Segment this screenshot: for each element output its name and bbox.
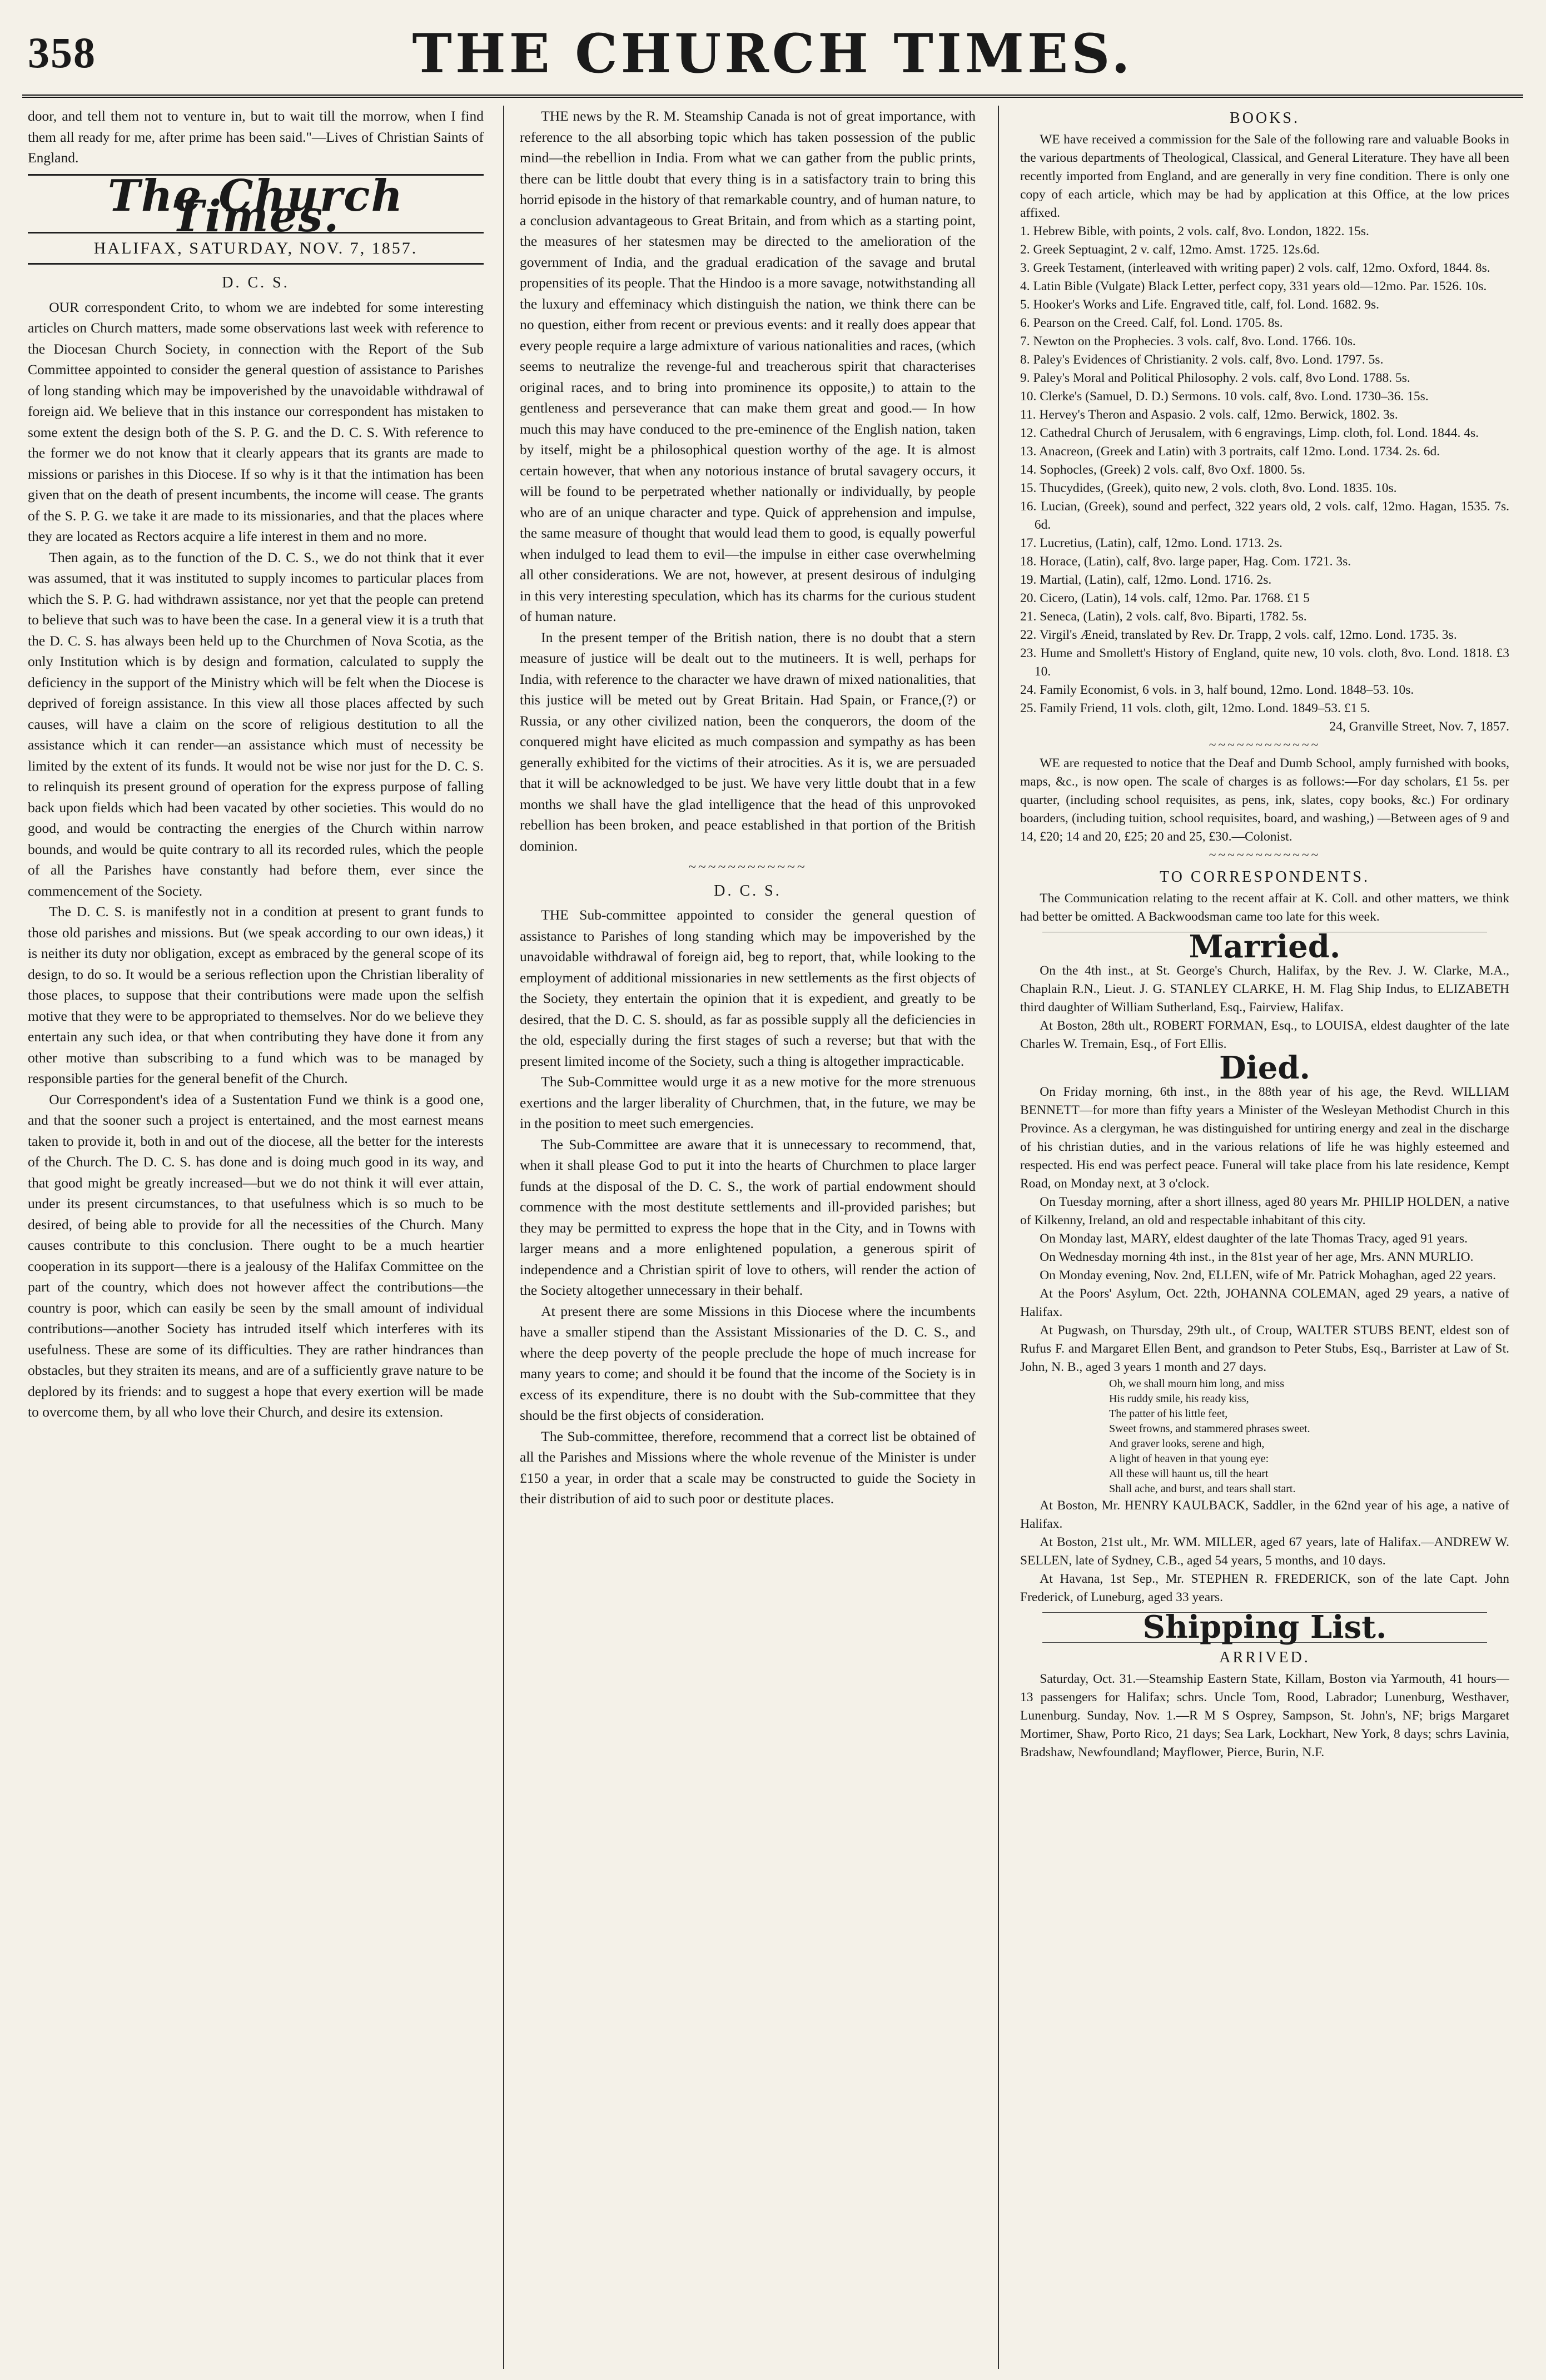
books-address: 24, Granville Street, Nov. 7, 1857. <box>1329 719 1509 734</box>
death-notice: On Friday morning, 6th inst., in the 88th year of his age, the Revd. WILLIAM BENNETT—for more than fifty years a Minister of the Wesleyan Methodist Church in this Province. As a clergyman, he was distinguished for untiring energy and zeal in the discharge of his christian duties, and in the various relations of life he was highly esteemed and respected. His end was perfect peace. Funeral will take place from his late residence, Kempt Road, on Monday next, at 3 o'clock. <box>1020 1085 1509 1191</box>
column-3 <box>1020 106 1509 2369</box>
arrived-heading: ARRIVED. <box>1219 1649 1310 1666</box>
poem <box>1020 1377 1509 1497</box>
newspaper-title: THE CHURCH TIMES. <box>412 22 1134 85</box>
book-entry: 3. Greek Testament, (interleaved with writing paper) 2 vols. calf, 12mo. Oxford, 1844. 8s. <box>1020 261 1490 275</box>
book-entry: 5. Hooker's Works and Life. Engraved title, calf, fol. Lond. 1682. 9s. <box>1020 297 1380 312</box>
book-entry: 12. Cathedral Church of Jerusalem, with 6 engravings, Limp. cloth, fol. Lond. 1844. 4s. <box>1020 426 1479 440</box>
book-entry: 1. Hebrew Bible, with points, 2 vols. calf, 8vo. London, 1822. 15s. <box>1020 224 1369 239</box>
death-notice: At Havana, 1st Sep., Mr. STEPHEN R. FREDERICK, son of the late Capt. John Frederick, of Luneburg, aged 33 years. <box>1020 1572 1509 1604</box>
book-entry: 21. Seneca, (Latin), 2 vols. calf, 8vo. Biparti, 1782. 5s. <box>1020 609 1307 624</box>
book-entry: 15. Thucydides, (Greek), quito new, 2 vols. cloth, 8vo. Lond. 1835. 10s. <box>1020 481 1397 495</box>
death-notice: At the Poors' Asylum, Oct. 22th, JOHANNA COLEMAN, aged 29 years, a native of Halifax. <box>1020 1286 1509 1319</box>
arrived-text: Saturday, Oct. 31.—Steamship Eastern State, Killam, Boston via Yarmouth, 41 hours—13 passengers for Halifax; schrs. Uncle Tom, Rood, Labrador; Lunenburg, Westhaver, Lunenburg. Sunday, Nov. 1.—R M S Osprey, Sampson, St. John's, NF; brigs Margaret Mortimer, Shaw, Porto Rico, 21 days; Sea Lark, Lockhart, New York, 8 days; schrs Lavinia, Bradshaw, Newfoundland; Mayflower, Pierce, Burin, N.F. <box>1020 1672 1509 1760</box>
ornament-divider: ~~~~~~~~~~~~ <box>688 858 807 875</box>
article-paragraph: The Sub-Committee would urge it as a new motive for the more strenuous exertions and the larger liberality of Churchmen, that, in the future, we may be in the position to meet such emergencies. <box>520 1074 976 1131</box>
page-number: 358 <box>28 28 96 77</box>
dateline: HALIFAX, SATURDAY, NOV. 7, 1857. <box>28 232 484 265</box>
article-paragraph: In the present temper of the British nation, there is no doubt that a stern measure of justice will be dealt out to the mutineers. It is well, perhaps for India, with reference to the character we have drawn of mixed nationalities, that this justice will be meted out by Great Britain. Had Spain, or France,(?) or Russia, or any other civilized nation, been the conquerors, the doom of the conquered might have elicited as much compassion and sympathy as has been generally exhibited for the victims of their atrocities. As it is, we are persuaded that it will be acknowledged to be just. We have very little doubt that in a few months we shall have the glad intelligence that the head of this unprovoked rebellion has been broken, and peace established in that portion of the British dominion. <box>520 629 976 854</box>
article-paragraph: Our Correspondent's idea of a Sustentation Fund we think is a good one, and that the sooner such a project is entertained, and the most earnest means taken to provide it, both in and out of the diocese, all the better for the interests of the Church. The D. C. S. has done and is doing much good in its way, and that good might be greatly increased—but we do not think it will ever attain, under its present circumstances, to that usefulness which is so much to be desired, of being able to provide for all the necessities of the Church. Many causes contribute to this conclusion. There ought to be a much heartier cooperation in its support—there is a jealousy of the Halifax Committee on the part of the country, which does not however affect the contributions—the country is poor, which can easily be seen by the small amount of individual contributions—another Society has intruded itself which interferes with its usefulness. These are some of its difficulties. They are rather hindrances than obstacles, but they straiten its means, and are of a sufficiently grave nature to be deplored by its friends: and to suggest a hope that every exertion will be made to overcome them, by all who love their Church, and desire its extension. <box>28 1091 484 1420</box>
poem-line: All these will haunt us, till the heart <box>1109 1468 1269 1480</box>
poem-line: Oh, we shall mourn him long, and miss <box>1109 1378 1284 1390</box>
book-entry: 4. Latin Bible (Vulgate) Black Letter, perfect copy, 331 years old—12mo. Par. 1526. 10s. <box>1020 279 1487 294</box>
book-entry: 9. Paley's Moral and Political Philosophy. 2 vols. calf, 8vo Lond. 1788. 5s. <box>1020 371 1410 385</box>
death-notice: At Boston, 21st ult., Mr. WM. MILLER, aged 67 years, late of Halifax.—ANDREW W. SELLEN, late of Sydney, C.B., aged 54 years, 5 months, and 10 days. <box>1020 1535 1509 1568</box>
book-entry: 22. Virgil's Æneid, translated by Rev. Dr. Trapp, 2 vols. calf, 12mo. Lond. 1735. 3s. <box>1020 628 1457 642</box>
book-entry: 8. Paley's Evidences of Christianity. 2 vols. calf, 8vo. Lond. 1797. 5s. <box>1020 352 1384 367</box>
married-list <box>1020 962 1509 1054</box>
books-intro: WE have received a commission for the Sale of the following rare and valuable Books in the various departments of Theological, Classical, and General Literature. They have all been recently imported from England, and are generally in very fine condition. There is only one copy of each article, which may be had by application at this Office, at the low prices affixed. <box>1020 132 1509 220</box>
book-entry: 2. Greek Septuagint, 2 v. calf, 12mo. Amst. 1725. 12s.6d. <box>1020 242 1320 257</box>
column-divider <box>998 106 999 2369</box>
book-entry: 20. Cicero, (Latin), 14 vols. calf, 12mo. Par. 1768. £1 5 <box>1020 591 1310 605</box>
death-notice: On Monday evening, Nov. 2nd, ELLEN, wife of Mr. Patrick Mohaghan, aged 22 years. <box>1040 1268 1497 1283</box>
book-entry: 10. Clerke's (Samuel, D. D.) Sermons. 10 vols. calf, 8vo. Lond. 1730–36. 15s. <box>1020 389 1429 404</box>
book-entry: 7. Newton on the Prophecies. 3 vols. calf, 8vo. Lond. 1766. 10s. <box>1020 334 1356 349</box>
correspondents-text: The Communication relating to the recent affair at K. Coll. and other matters, we think had better be omitted. A Backwoodsman came too late for this week. <box>1020 891 1509 924</box>
article-paragraph: The Sub-Committee are aware that it is unnecessary to recommend, that, when it shall please God to put it into the hearts of Churchmen to place larger funds at the disposal of the D. C. S., the work of partial endowment should commence with the most destitute settlements and ill-provided parishes; but they may be permitted to express the hope that in the City, and in Towns with larger means and a more enlightened population, a generous spirit of independence and a Christian spirit of love to others, will render the action of the Society altogether unnecessary in their behalf. <box>520 1136 976 1298</box>
poem-line: And graver looks, serene and high, <box>1109 1438 1265 1450</box>
marriage-notice: At Boston, 28th ult., ROBERT FORMAN, Esq., to LOUISA, eldest daughter of the late Charles W. Tremain, Esq., of Fort Ellis. <box>1020 1018 1509 1051</box>
died-heading: Died. <box>1219 1050 1311 1086</box>
death-notice: At Boston, Mr. HENRY KAULBACK, Saddler, in the 62nd year of his age, a native of Halifax. <box>1020 1498 1509 1531</box>
article-paragraph: THE news by the R. M. Steamship Canada is not of great importance, with reference to the all absorbing topic which has taken possession of the public mind—the rebellion in India. From what we can gather from the public prints, there can be little doubt that every thing is in a satisfactory train to bring this horrid episode in the history of that remarkable country, and of human nature, to a conclusion advantageous to Great Britain, and from which as a starting point, the measures of her statesmen may be directed to the amelioration of the government of India, and the gradual eradication of the savage and brutal propensities of its people. That the Hindoo is a more savage, notwithstanding all the luxury and effeminacy which distinguish the nation, we think there can be no question, either from recent or previous events: and it really does appear that every people require a large admixture of various nationalities and races, (which seems to neutralize the revenge-ful and treacherous spirit that characterises original races, and to bring into prominence its opposite,) to attain to the gentleness and perseverance that can make them great and good.— In how much this may have conduced to the pre-eminence of the English nation, taken by itself, might be a philosophical question worthy of the age. It is almost certain however, that when any notorious instance of brutal savagery occurs, it will be found to be perpetrated whether nationally or individually, by people who are of an unique character and type. Quick of apprehension and impulse, the same measure of thought that would lead them to good, is equally powerful when indulged to lead them to evil—the impulse in either case overwhelming all other considerations. We are not, however, at present desirous of indulging in this very interesting speculation, which has its charms for the curious student of human nature. <box>520 108 976 624</box>
ornament-divider: ~~~~~~~~~~~~ <box>1209 848 1321 862</box>
book-entry: 23. Hume and Smollett's History of England, quite new, 10 vols. cloth, 8vo. Lond. 1818. £3 10. <box>1020 646 1509 679</box>
article-paragraph: Then again, as to the function of the D. C. S., we do not think that it ever was assumed, that it was instituted to supply incomes to particular places from which the S. P. G. had withdrawn assistance, nor yet that the people can pretend to believe that such was to have been the case. In a general view it is a truth that the D. C. S. has always been held up to the Churchmen of Nova Scotia, as the only Institution which is by design and formation, calculated to supply the deficiency in the support of the Ministry which will be felt when the Diocese is deprived of foreign assistance. In this view all those places affected by such causes, will have a claim on the score of religious destitution to all the assistance which it can render—an assistance which must of necessity be limited by the extent of its funds. It would not be wise nor just for the D. C. S. to relinquish its present ground of operation for the express purpose of falling back upon fields which had been vacated by other societies. This would do no good, and would be contracting the energies of the Church within narrow bounds, and would be quite contrary to all its recorded rules, which the people of all the Parishes have constantly had before them, ever since the commencement of the Society. <box>28 549 484 899</box>
poem-line: Sweet frowns, and stammered phrases sweet. <box>1109 1423 1310 1435</box>
newspaper-flag: The Church Times. <box>107 170 404 242</box>
ornament-divider: ~~~~~~~~~~~~ <box>1209 738 1321 752</box>
died-list-continued <box>1020 1497 1509 1607</box>
poem-line: The patter of his little feet, <box>1109 1408 1228 1420</box>
article-paragraph: THE Sub-committee appointed to consider the general question of assistance to Parishes of long standing which may be impoverished by the unavoidable withdrawal of foreign aid, beg to report, that, while looking to the employment of additional missionaries in new settlements as the first objects of the Society, they entertain the opinion that it is expedient, and greatly to be desired, that the D. C. S. should, as far as possible supply all the deficiencies in the old, especially during the first stages of such a reverse; but that with the present limited income of the Society, such a thing is altogether impracticable. <box>520 907 976 1069</box>
column-divider <box>503 106 504 2369</box>
article-heading: D. C. S. <box>222 274 290 291</box>
column-1 <box>28 106 484 2369</box>
book-entry: 13. Anacreon, (Greek and Latin) with 3 portraits, calf 12mo. Lond. 1734. 2s. 6d. <box>1020 444 1440 459</box>
poem-line: His ruddy smile, his ready kiss, <box>1109 1393 1249 1405</box>
death-notice: On Monday last, MARY, eldest daughter of the late Thomas Tracy, aged 91 years. <box>1040 1231 1468 1246</box>
poem-line: A light of heaven in that young eye: <box>1109 1453 1269 1465</box>
books-heading: BOOKS. <box>1230 110 1300 127</box>
books-list <box>1020 222 1509 718</box>
book-entry: 19. Martial, (Latin), calf, 12mo. Lond. 1716. 2s. <box>1020 573 1272 587</box>
book-entry: 24. Family Economist, 6 vols. in 3, half bound, 12mo. Lond. 1848–53. 10s. <box>1020 683 1414 697</box>
died-list <box>1020 1083 1509 1377</box>
death-notice: On Tuesday morning, after a short illness, aged 80 years Mr. PHILIP HOLDEN, a native of Kilkenny, Ireland, an old and respectable inhabitant of this city. <box>1020 1195 1509 1228</box>
book-entry: 11. Hervey's Theron and Aspasio. 2 vols. calf, 12mo. Berwick, 1802. 3s. <box>1020 408 1398 422</box>
book-entry: 18. Horace, (Latin), calf, 8vo. large paper, Hag. Com. 1721. 3s. <box>1020 554 1351 569</box>
book-entry: 25. Family Friend, 11 vols. cloth, gilt, 12mo. Lond. 1849–53. £1 5. <box>1020 701 1370 716</box>
masthead <box>22 11 1523 98</box>
book-entry: 14. Sophocles, (Greek) 2 vols. calf, 8vo Oxf. 1800. 5s. <box>1020 463 1305 477</box>
death-notice: At Pugwash, on Thursday, 29th ult., of Croup, WALTER STUBS BENT, eldest son of Rufus F. and Margaret Ellen Bent, and grandson to Peter Stubs, Esq., Barrister at Law of St. John, N. B., aged 3 years 1 month and 27 days. <box>1020 1323 1509 1374</box>
book-entry: 6. Pearson on the Creed. Calf, fol. Lond. 1705. 8s. <box>1020 316 1283 330</box>
poem-line: Shall ache, and burst, and tears shall start. <box>1109 1483 1296 1495</box>
deaf-school-notice: WE are requested to notice that the Deaf and Dumb School, amply furnished with books, maps, &c., is now open. The scale of charges is as follows:—For day scholars, £1 5s. per quarter, (including school requisites, as pens, ink, slates, copy books, &c.) For ordinary boarders, (including tuition, school requisites, board, and washing,) —Between ages of 9 and 14, £20; 14 and 20, £25; 20 and 25, £30.—Colonist. <box>1020 756 1509 844</box>
shipping-heading: Shipping List. <box>1142 1609 1387 1646</box>
column-2 <box>520 106 976 2369</box>
book-entry: 16. Lucian, (Greek), sound and perfect, 322 years old, 2 vols. calf, 12mo. Hagan, 1535. 7s. 6d. <box>1020 499 1509 532</box>
article-paragraph: OUR correspondent Crito, to whom we are indebted for some interesting articles on Church matters, made some observations last week with reference to the Diocesan Church Society, in connection with the Report of the Sub Committee appointed to consider the general question of assistance to Parishes of long standing which may be impoverished by the unavoidable withdrawal of foreign aid. We believe that in this instance our correspondent has mistaken to some extent the design both of the S. P. G. and the D. C. S. With reference to the former we do not know that it clearly appears that its grants are made to missions or parishes in this Diocese. If so why is it that the intimation has been given that on the death of present incumbents, the income will cease. The grants of the S. P. G. we take it are made to its missionaries, and that the places where they are located as Rectors acquire a life interest in them and no more. <box>28 299 484 544</box>
married-heading: Married. <box>1189 928 1341 965</box>
article-paragraph: The D. C. S. is manifestly not in a condition at present to grant funds to those old parishes and missions. But (we speak according to our own ideas,) it is neither its duty nor obligation, except as embraced by the general scope of its design, to do so. It would be a serious reflection upon the Christian liberality of those places, to suppose that their contributions were made upon the selfish motive that they were to be appropriated to themselves. Nor do we believe they entertain any such idea, or that when contributing they have done it from any other motive than subscribing to a fund which was to be managed by responsible parties for the general benefit of the Church. <box>28 903 484 1086</box>
article-paragraph: At present there are some Missions in this Diocese where the incumbents have a smaller stipend than the Assistant Missionaries of the D. C. S., and where the deep poverty of the people preclude the hope of much increase for many years to come; and should it be found that the income of the Society is in excess of its expenditure, there is no doubt with the Sub-committee that they should be the first objects of consideration. <box>520 1303 976 1423</box>
article-heading: D. C. S. <box>714 882 782 900</box>
correspondents-heading: TO CORRESPONDENTS. <box>1160 868 1370 886</box>
death-notice: On Wednesday morning 4th inst., in the 81st year of her age, Mrs. ANN MURLIO. <box>1040 1250 1474 1264</box>
marriage-notice: On the 4th inst., at St. George's Church, Halifax, by the Rev. J. W. Clarke, M.A., Chaplain R.N., Lieut. J. G. STANLEY CLARKE, H. M. Flag Ship Indus, to ELIZABETH third daughter of William Sutherland, Esq., Fairview, Halifax. <box>1020 963 1509 1015</box>
book-entry: 17. Lucretius, (Latin), calf, 12mo. Lond. 1713. 2s. <box>1020 536 1282 550</box>
article-paragraph: The Sub-committee, therefore, recommend that a correct list be obtained of all the Parishes and Missions where the whole revenue of the Minister is under £150 a year, in order that a scale may be constructed to guide the Society in their distribution of aid to such poor or destitute places. <box>520 1428 976 1507</box>
quote-ending: door, and tell them not to venture in, but to wait till the morrow, when I find them all ready for me, after prime has been said."—Lives of Christian Saints of England. <box>28 108 484 166</box>
